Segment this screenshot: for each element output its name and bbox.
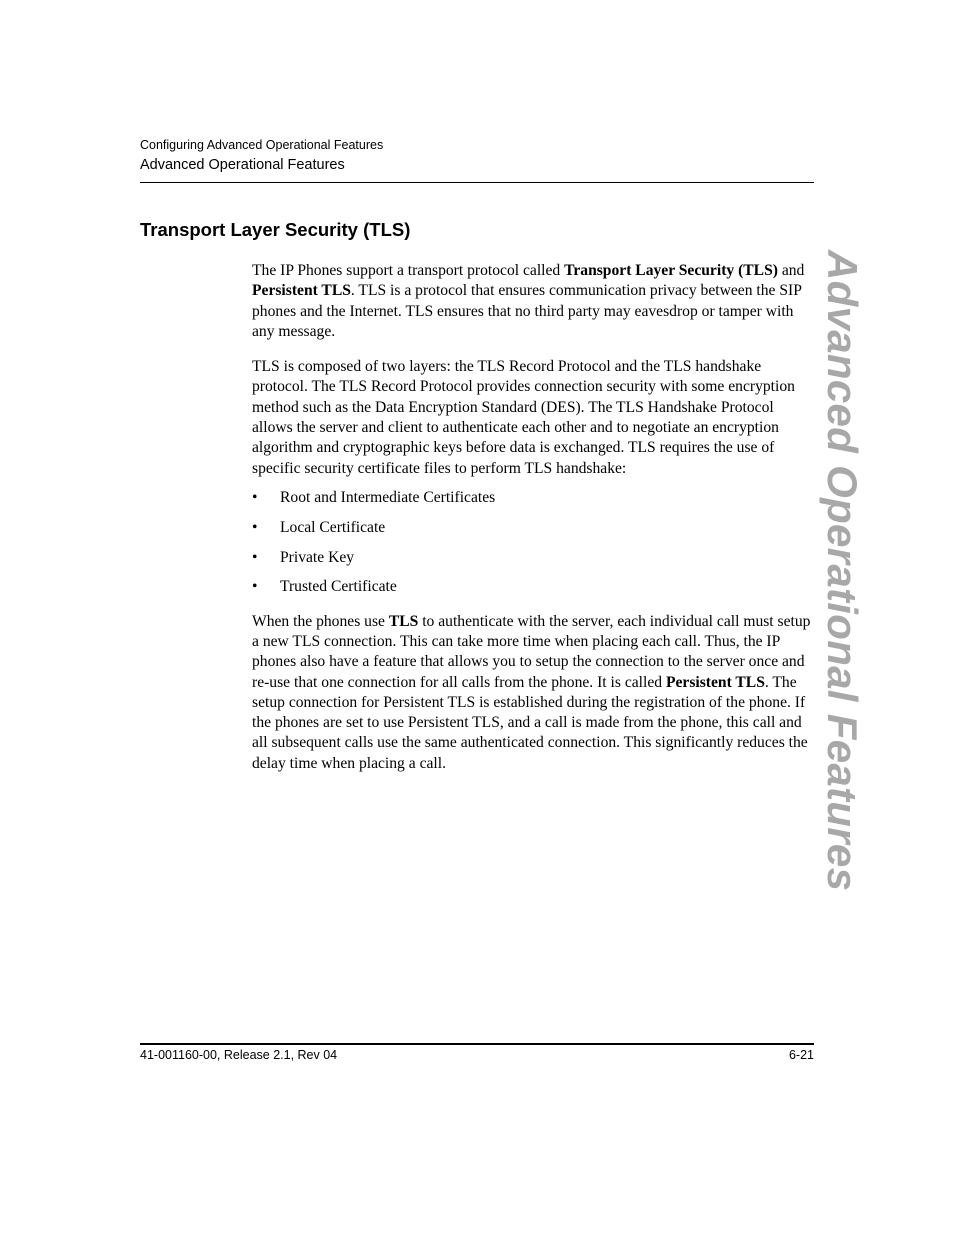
list-item-text: Local Certificate <box>280 518 386 536</box>
bullet-marker: • <box>252 548 258 566</box>
text-run: . TLS is a protocol that ensures communication privacy between the SIP phones and the Internet. TLS ensures that no third party may eavesdrop or tamper with any message. <box>252 282 802 340</box>
footer-divider <box>140 1043 814 1045</box>
bullet-marker: • <box>252 488 258 506</box>
header-section-title: Advanced Operational Features <box>140 157 345 173</box>
section-heading: Transport Layer Security (TLS) <box>140 219 411 240</box>
text-run: and <box>777 262 805 279</box>
bold-term: Persistent TLS <box>252 282 351 300</box>
bold-term: Persistent TLS <box>665 673 765 691</box>
text-run: to authenticate with the server, each individual call must setup a new TLS connection. This can take more time when placing each call. Thus, the IP phones also have a feature that allows you to setup the connection to the server once and re-use that one connection for all calls from the phone. It is called <box>252 612 811 691</box>
chapter-side-tab <box>812 250 872 892</box>
list-item-text: Private Key <box>280 548 355 566</box>
footer-doc-id: 41-001160-00, Release 2.1, Rev 04 <box>140 1048 338 1062</box>
bold-term: TLS <box>388 612 419 630</box>
list-item <box>252 518 814 538</box>
list-item-text: Root and Intermediate Certificates <box>280 488 496 506</box>
text-run: When the phones use <box>252 612 389 630</box>
text-run: . The setup connection for Persistent TLS is established during the registration of the phone. If the phones are set to use Persistent TLS, and a call is made from the phone, this call and all subsequent calls use the same authenticated connection. This significantly reduces the delay time when placing a call. <box>252 673 808 772</box>
paragraph-layers: TLS is composed of two layers: the TLS Record Protocol and the TLS handshake protocol. The TLS Record Protocol provides connection security with some encryption method such as the Data Encryption Standard (DES). The TLS Handshake Protocol allows the server and client to authenticate each other and to negotiate an encryption algorithm and cryptographic keys before data is exchanged. TLS requires the use of specific security certificate files to perform TLS handshake: <box>252 358 795 477</box>
paragraph-persistent <box>252 612 814 774</box>
bold-term: Transport Layer Security (TLS) <box>564 262 778 279</box>
page-number: 6-21 <box>788 1048 814 1062</box>
page-footer <box>140 1046 814 1064</box>
list-item <box>252 488 814 508</box>
list-item <box>252 577 814 597</box>
paragraph-intro <box>252 261 814 342</box>
certificate-list <box>252 488 814 598</box>
side-tab-label: Advanced Operational Features <box>819 250 866 892</box>
header-chapter-title: Configuring Advanced Operational Features <box>140 138 384 152</box>
header-divider <box>140 182 814 183</box>
running-header <box>140 136 814 176</box>
text-run: The IP Phones support a transport protocol called <box>252 262 565 279</box>
bullet-marker: • <box>252 578 258 596</box>
body-text <box>252 261 814 789</box>
list-item-text: Trusted Certificate <box>280 578 397 596</box>
list-item <box>252 548 814 568</box>
bullet-marker: • <box>252 518 258 536</box>
